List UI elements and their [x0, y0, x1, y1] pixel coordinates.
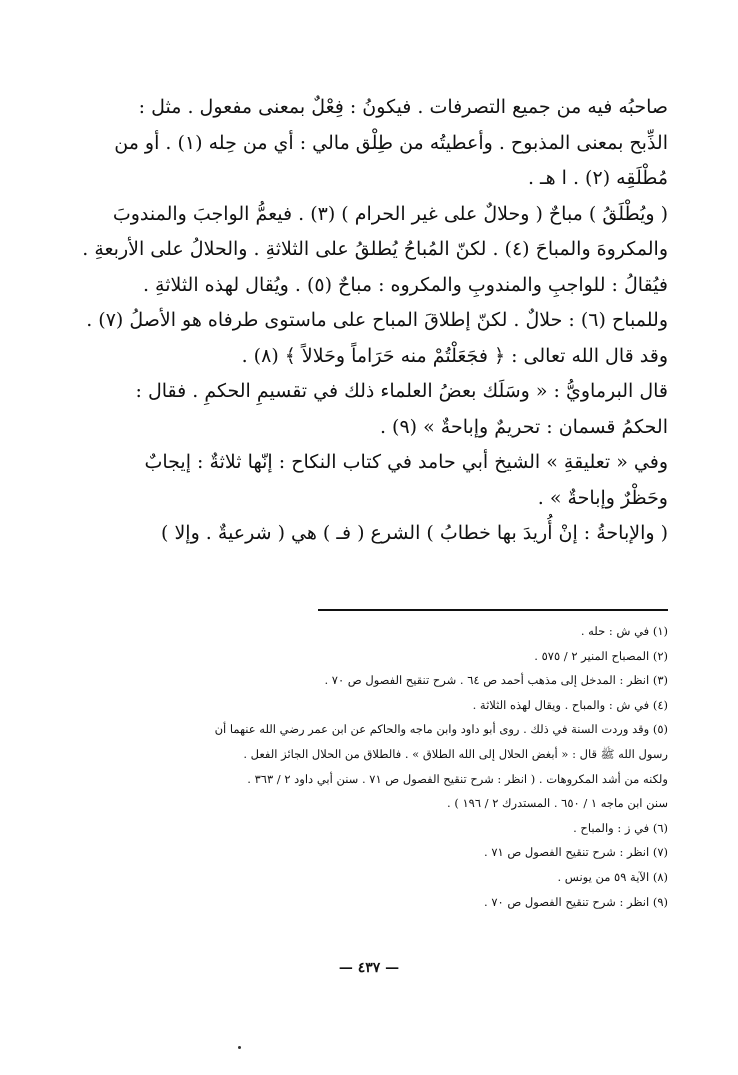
- footnote-divider: [318, 609, 668, 611]
- footnote-5-line-2: رسول الله ﷺ قال : « أبغض الحلال إلى الله الطلاق » . فالطلاق من الحلال الجائز الفعل .: [243, 746, 668, 761]
- footnote-5-line-4: سنن ابن ماجه ١ / ٦٥٠ . المستدرك ٢ / ١٩٦ ) .: [447, 796, 668, 811]
- body-line-4: ( ويُطْلَقُ ) مباحٌ ( وحلالٌ على غير الحرام ) (٣) . فيعمُّ الواجبَ والمندوبَ: [112, 202, 668, 225]
- footnote-3: (٣) انظر : المدخل إلى مذهب أحمد ص ٦٤ . شرح تنقيح الفصول ص ٧٠ .: [324, 673, 668, 688]
- body-line-2: الذِّبح بمعنى المذبوح . وأعطيتُه من طِلْق مالي : أي من حِله (١) . أو من: [114, 131, 668, 154]
- footnote-8: (٨) الآية ٥٩ من يونس .: [557, 869, 668, 884]
- footnotes: [92, 621, 668, 916]
- scan-speck: [238, 1046, 241, 1049]
- footnote-5-line-1: (٥) وقد وردت السنة في ذلك . روى أبو داود وابن ماجه والحاكم عن ابن عمر رضي الله عنهما أن: [214, 722, 668, 737]
- footnote-9: (٩) انظر : شرح تنقيح الفصول ص ٧٠ .: [484, 894, 668, 909]
- body-line-7: وللمباح (٦) : حلالٌ . لكنّ إطلاقَ المباح على ماستوى طرفاه هو الأصلُ (٧) .: [86, 309, 668, 331]
- body-line-13: ( والإباحةُ : إنْ أُريدَ بها خطابُ ) الشرع ( فـ ) هي ( شرعيةٌ . وإلا ): [161, 522, 668, 544]
- body-line-12: وحَظْرٌ وإباحةٌ » .: [537, 486, 668, 509]
- page-number: — ٤٣٧ —: [338, 960, 400, 976]
- body-line-10: الحكمُ قسمان : تحريمٌ وإباحةٌ » (٩) .: [379, 415, 668, 438]
- body-line-5: والمكروهَ والمباحَ (٤) . لكنّ المُباحُ يُطلقُ على الثلاثةِ . والحلالُ على الأربعةِ .: [82, 238, 668, 260]
- footnote-4: (٤) في ش : والمباح . ويقال لهذه الثلاثة .: [472, 697, 668, 712]
- body-line-11: وفي « تعليقةِ » الشيخ أبي حامد في كتاب النكاح : إنّها ثلاثةٌ : إيجابٌ: [144, 451, 668, 473]
- footnote-6: (٦) في ز : والمباح .: [573, 820, 668, 835]
- body-line-3: مُطْلَقِه (٢) . ا هـ .: [527, 167, 668, 189]
- footnote-2: (٢) المصباح المنير ٢ / ٥٧٥ .: [534, 648, 668, 663]
- body-line-6: فيُقالُ : للواجبِ والمندوبِ والمكروه : مباحٌ (٥) . ويُقال لهذه الثلاثةِ .: [142, 273, 668, 296]
- body-line-9: قال البرماويُّ : « وسَلَك بعضُ العلماء ذلك في تقسيمِ الحكمِ . فقال :: [135, 380, 668, 402]
- body-line-1: صاحبُه فيه من جميع التصرفات . فيكونُ : فِعْلٌ بمعنى مفعول . مثل :: [138, 96, 668, 118]
- footnote-5-line-3: ولكنه من أشد المكروهات . ( انظر : شرح تنقيح الفصول ص ٧١ . سنن أبي داود ٢ / ٣٦٣ .: [247, 771, 668, 786]
- footnote-7: (٧) انظر : شرح تنقيح الفصول ص ٧١ .: [484, 845, 668, 860]
- body-line-8: وقد قال الله تعالى : ﴿ فجَعَلْتُمْ منه حَرَاماً وحَلالاً ﴾ (٨) .: [241, 344, 668, 367]
- footnote-1: (١) في ش : حله .: [580, 624, 668, 638]
- main-text: [82, 92, 668, 554]
